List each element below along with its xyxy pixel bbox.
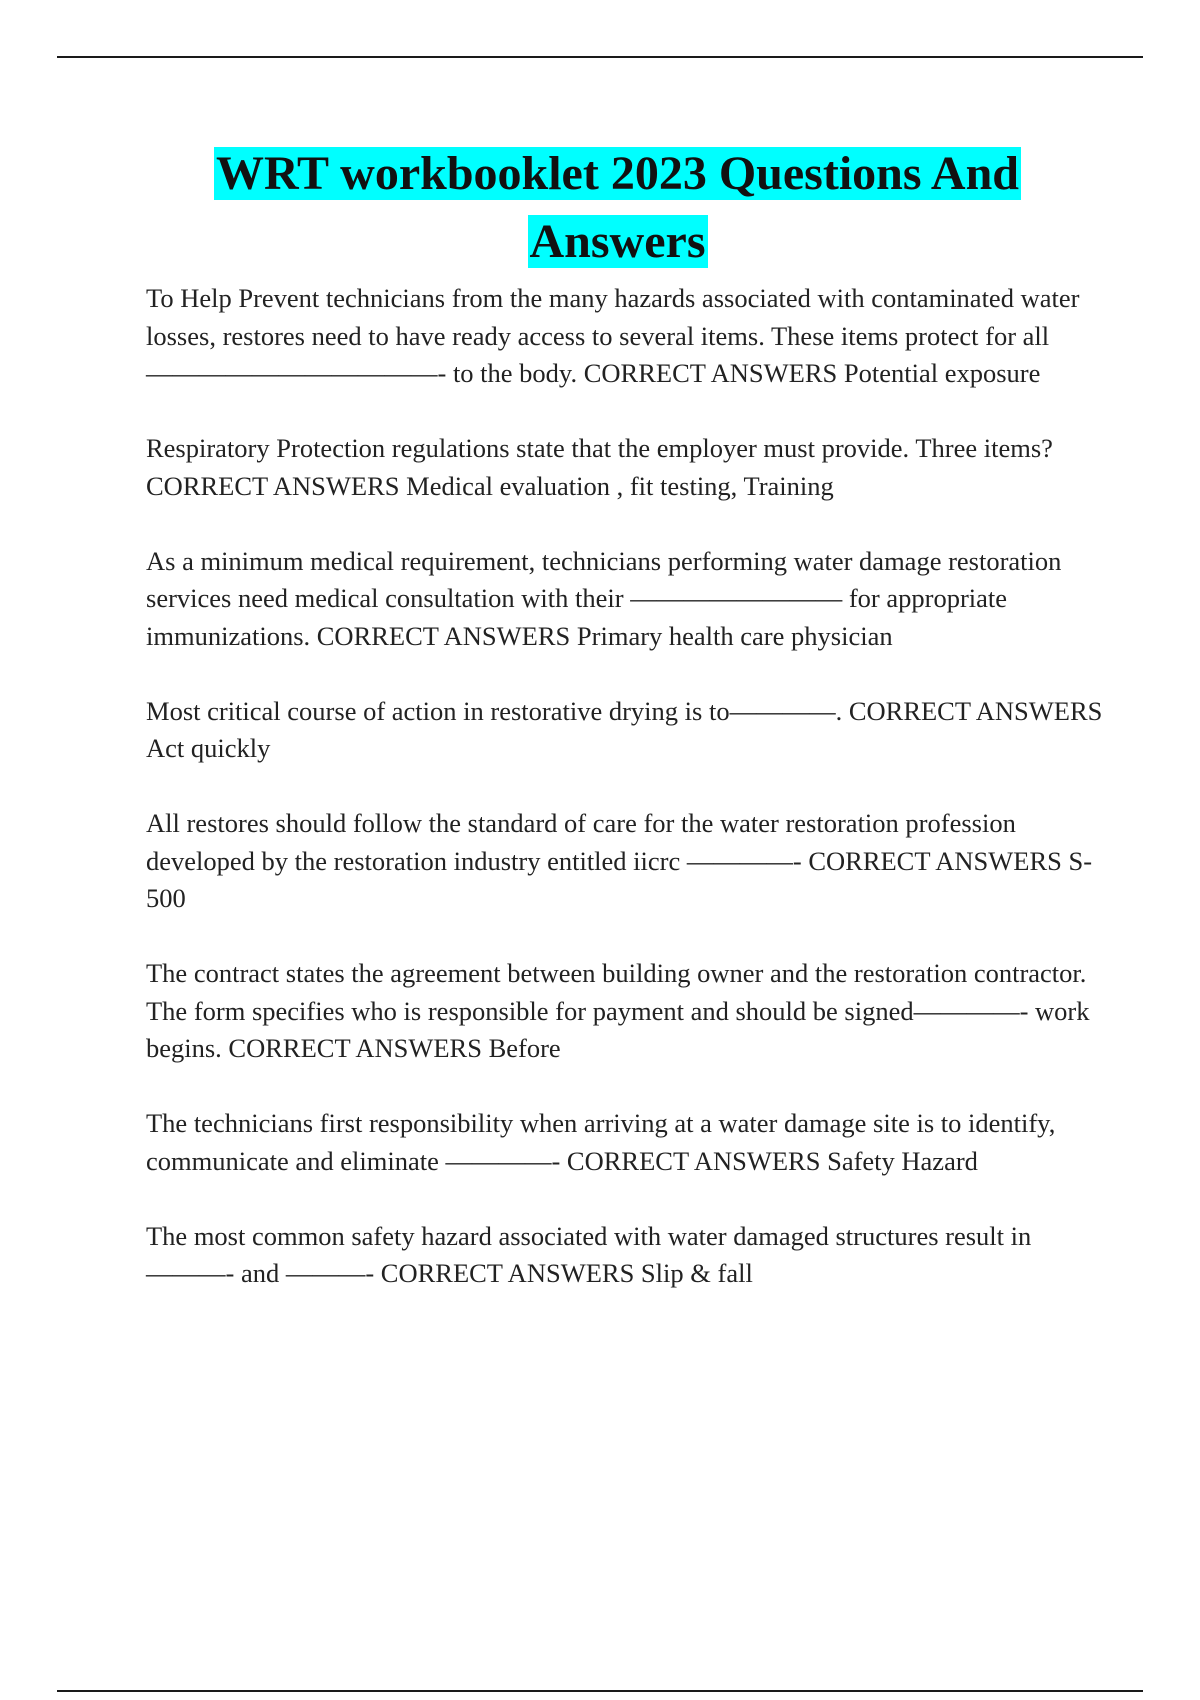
- title-line-2: Answers: [529, 215, 706, 268]
- title-line-1: WRT workbooklet 2023 Questions And: [216, 147, 1019, 200]
- qa-item: The most common safety hazard associated with water damaged structures result in ———- and ———- CORRECT ANSWERS Slip & fall: [146, 1220, 1032, 1288]
- page-title: [140, 140, 1095, 276]
- bottom-rule: [57, 1690, 1143, 1692]
- qa-item: Most critical course of action in restorative drying is to————. CORRECT ANSWERS Act quickly: [146, 695, 1103, 763]
- qa-item: The technicians first responsibility when arriving at a water damage site is to identify, communicate and eliminate ————- CORRECT ANSWERS Safety Hazard: [146, 1108, 1056, 1176]
- qa-item: All restores should follow the standard of care for the water restoration profession developed by the restoration industry entitled iicrc ————- CORRECT ANSWERS S-500: [146, 808, 1093, 913]
- qa-list: [146, 280, 1106, 1293]
- top-rule: [57, 56, 1143, 58]
- qa-item: As a minimum medical requirement, technicians performing water damage restoration services need medical consultation with their ———————— for appropriate immunizations. CORRECT ANSWERS Primary health care physician: [146, 545, 1062, 651]
- qa-item: Respiratory Protection regulations state that the employer must provide. Three items? CORRECT ANSWERS Medical evaluation , fit testing, Training: [146, 433, 1053, 501]
- qa-item: To Help Prevent technicians from the many hazards associated with contaminated water losses, restores need to have ready access to several items. These items protect for all———————————- to the body. CORRECT ANSWERS Potential exposure: [146, 283, 1080, 388]
- qa-item: The contract states the agreement between building owner and the restoration contractor. The form specifies who is responsible for payment and should be signed————- work begins. CORRECT ANSWERS Before: [146, 958, 1090, 1063]
